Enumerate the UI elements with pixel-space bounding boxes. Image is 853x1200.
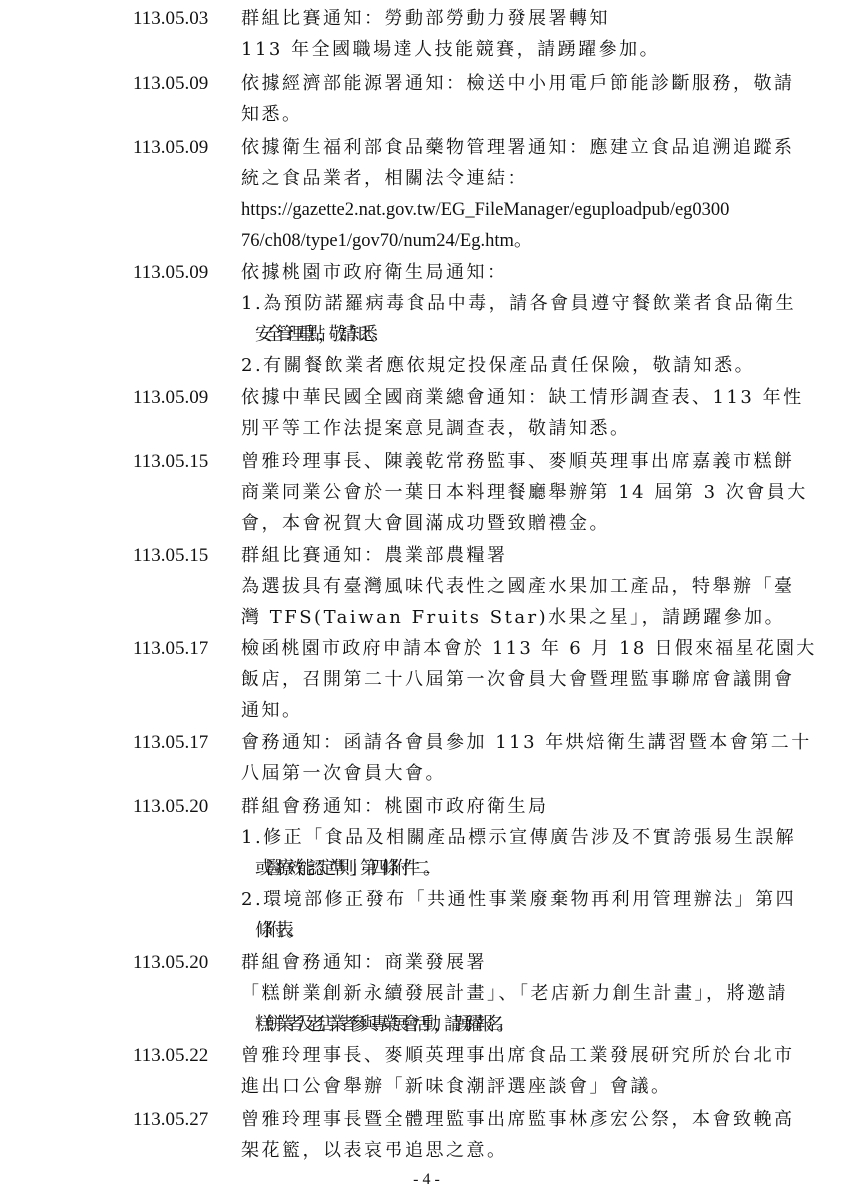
entry-date: 113.05.17 bbox=[133, 732, 209, 753]
entry-date: 113.05.27 bbox=[133, 1109, 209, 1130]
entry-text-line: 八屆第一次會員大會。 bbox=[241, 763, 446, 784]
entry-date: 113.05.09 bbox=[133, 387, 209, 408]
entry-text-line: 群組比賽通知：農業部農糧署 bbox=[241, 545, 508, 566]
entry-text-line: 依據經濟部能源署通知：檢送中小用電戶節能診斷服務，敬請 bbox=[241, 73, 795, 94]
entry-date: 113.05.20 bbox=[133, 796, 209, 817]
entry-date: 113.05.17 bbox=[133, 638, 209, 659]
entry-url-line: https://gazette2.nat.gov.tw/EG_FileManager/eguploadpub/eg0300 bbox=[241, 200, 730, 220]
entry-date: 113.05.20 bbox=[133, 952, 209, 973]
entry-text-line: 商業同業公會於一葉日本料理餐廳舉辦第 14 屆第 3 次會員大 bbox=[241, 482, 808, 503]
entry-text-line: 灣 TFS(Taiwan Fruits Star)水果之星」，請踴躍參加。 bbox=[241, 607, 786, 628]
entry-text-line: 曾雅玲理事長、麥順英理事出席食品工業發展研究所於台北市 bbox=[241, 1045, 795, 1066]
entry-text-line: 統之食品業者，相關法令連結： bbox=[241, 168, 528, 189]
entry-text-line: 113 年全國職場達人技能競賽，請踴躍參加。 bbox=[241, 39, 661, 60]
entry-text-line: 架花籃，以表哀弔追思之意。 bbox=[241, 1140, 508, 1161]
entry-text-line: 群組比賽通知：勞動部勞動力發展署轉知 bbox=[241, 8, 610, 29]
entry-text-line: 知悉。 bbox=[241, 104, 303, 125]
entry-text-line: 檢函桃園市政府申請本會於 113 年 6 月 18 日假來福星花園大 bbox=[241, 638, 817, 659]
entry-text-line-continued: 糕餅業者及老店業者參與專業展會活動，請踴躍報名。 bbox=[255, 1014, 507, 1035]
entry-text-line: 別平等工作法提案意見調查表，敬請知悉。 bbox=[241, 418, 631, 439]
entry-list-item: 2.有關餐飲業者應依規定投保產品責任保險，敬請知悉。 bbox=[241, 355, 756, 376]
entry-list-item-continued: 安全管理重點，敬請知悉。 bbox=[255, 324, 381, 345]
entry-text-line: 曾雅玲理事長、陳義乾常務監事、麥順英理事出席嘉義市糕餅 bbox=[241, 451, 795, 472]
entry-text-line: 依據衛生福利部食品藥物管理署通知：應建立食品追溯追蹤系 bbox=[241, 137, 795, 158]
entry-text-line: 依據桃園市政府衛生局通知： bbox=[241, 262, 508, 283]
entry-list-item: 1.修正「食品及相關產品標示宣傳廣告涉及不實誇張易生誤解 bbox=[241, 827, 797, 848]
entry-text-line: 會務通知：函請各會員參加 113 年烘焙衛生講習暨本會第二十 bbox=[241, 732, 812, 753]
entry-list-item: 2.環境部修正發布「共通性事業廢棄物再利用管理辦法」第四 bbox=[241, 889, 797, 910]
entry-date: 113.05.09 bbox=[133, 262, 209, 283]
entry-date: 113.05.09 bbox=[133, 137, 209, 158]
entry-text-line: 通知。 bbox=[241, 700, 303, 721]
entry-date: 113.05.15 bbox=[133, 545, 209, 566]
entry-date: 113.05.09 bbox=[133, 73, 209, 94]
entry-text-line: 群組會務通知：桃園市政府衛生局 bbox=[241, 796, 549, 817]
entry-list-item-continued: 條附表。 bbox=[255, 920, 297, 941]
entry-text-line: 群組會務通知：商業發展署 bbox=[241, 952, 487, 973]
page-number: - 4 - bbox=[413, 1171, 440, 1188]
entry-text-line: 進出口公會舉辦「新味食潮評選座談會」會議。 bbox=[241, 1076, 672, 1097]
entry-url-line: 76/ch08/type1/gov70/num24/Eg.htm。 bbox=[241, 231, 533, 251]
entry-text-line: 依據中華民國全國商業總會通知：缺工情形調查表、113 年性 bbox=[241, 387, 804, 408]
entry-text-line: 「糕餅業創新永續發展計畫」、「老店新力創生計畫」，將邀請 bbox=[241, 983, 788, 1004]
entry-date: 113.05.03 bbox=[133, 8, 209, 29]
entry-list-item-continued: 或醫療效能認定準則」第四條附件二。 bbox=[255, 858, 434, 879]
entry-text-line: 會，本會祝賀大會圓滿成功暨致贈禮金。 bbox=[241, 513, 610, 534]
entry-text-line: 曾雅玲理事長暨全體理監事出席監事林彥宏公祭，本會致輓高 bbox=[241, 1109, 795, 1130]
entry-text-line: 為選拔具有臺灣風味代表性之國產水果加工產品，特舉辦「臺 bbox=[241, 576, 795, 597]
entry-date: 113.05.15 bbox=[133, 451, 209, 472]
entry-list-item: 1.為預防諾羅病毒食品中毒，請各會員遵守餐飲業者食品衛生 bbox=[241, 293, 797, 314]
entry-text-line: 飯店，召開第二十八屆第一次會員大會暨理監事聯席會議開會 bbox=[241, 669, 795, 690]
entry-date: 113.05.22 bbox=[133, 1045, 209, 1066]
